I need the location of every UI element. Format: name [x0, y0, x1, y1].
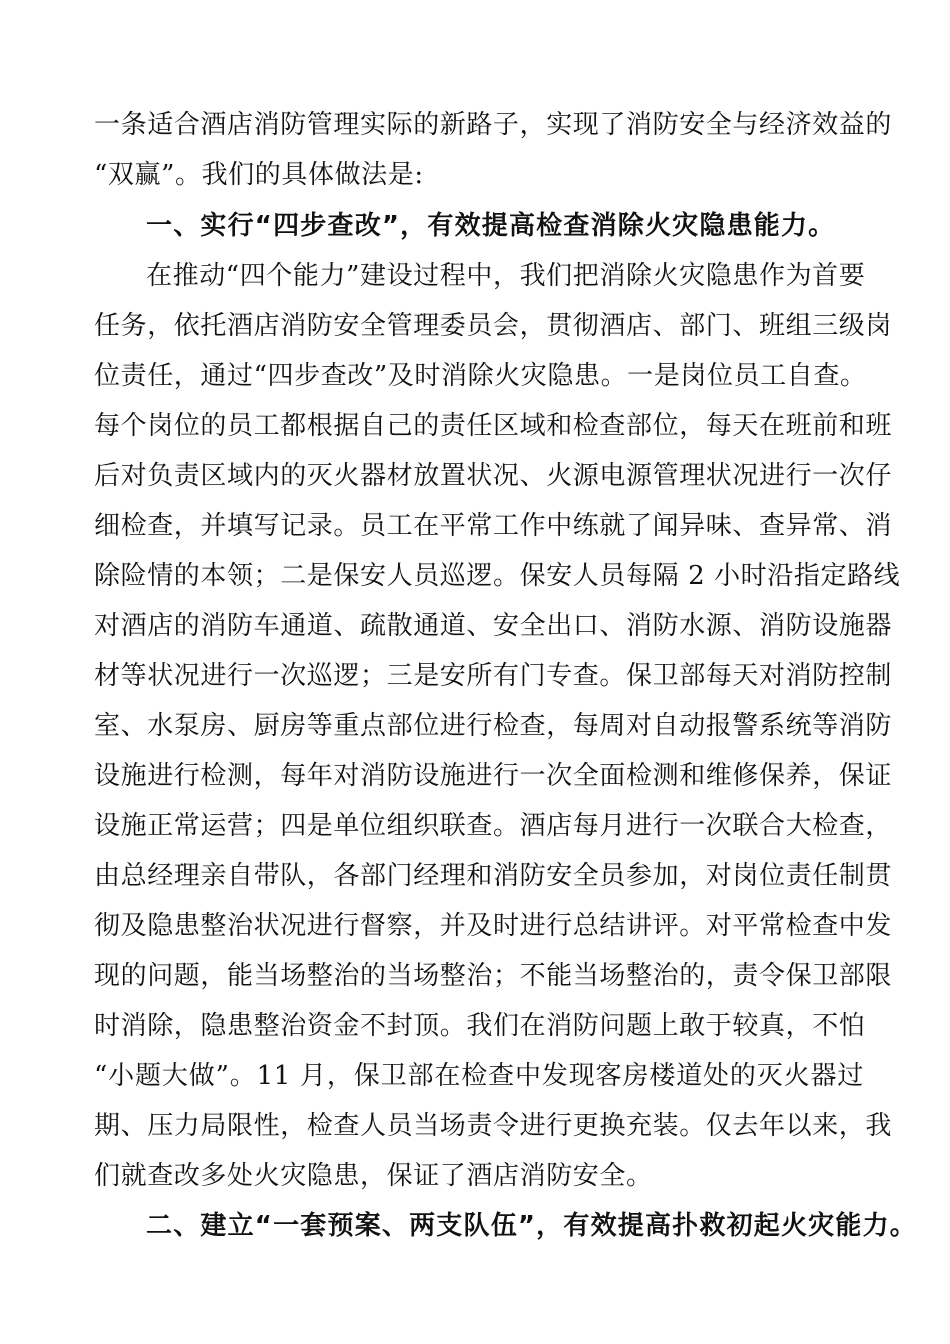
body-line: 现的问题，能当场整治的当场整治；不能当场整治的，责令保卫部限 [94, 961, 893, 991]
body-line: 时消除，隐患整治资金不封顶。我们在消防问题上敢于较真，不怕 [94, 1011, 866, 1041]
section-heading-2: 二、建立“一套预案、两支队伍”，有效提高扑救初起火灾能力。 [146, 1211, 917, 1241]
body-line: 每个岗位的员工都根据自己的责任区域和检查部位，每天在班前和班 [94, 411, 893, 441]
body-line: 除险情的本领；二是保安人员巡逻。保安人员每隔 2 小时沿指定路线 [94, 561, 901, 591]
body-line: “小题大做”。11 月，保卫部在检查中发现客房楼道处的灭火器过 [94, 1061, 864, 1091]
body-line: 期、压力局限性，检查人员当场责令进行更换充装。仅去年以来，我 [94, 1111, 893, 1141]
section-heading-1: 一、实行“四步查改”，有效提高检查消除火灾隐患能力。 [146, 211, 836, 241]
body-line: 设施进行检测，每年对消防设施进行一次全面检测和维修保养，保证 [94, 761, 893, 791]
body-line: 一条适合酒店消防管理实际的新路子，实现了消防安全与经济效益的 [94, 110, 893, 140]
body-line: 对酒店的消防车通道、疏散通道、安全出口、消防水源、消防设施器 [94, 611, 893, 641]
body-line: 彻及隐患整治状况进行督察，并及时进行总结讲评。对平常检查中发 [94, 911, 893, 941]
body-line: 们就查改多处火灾隐患，保证了酒店消防安全。 [94, 1161, 653, 1191]
body-line: 材等状况进行一次巡逻；三是安所有门专查。保卫部每天对消防控制 [94, 661, 893, 691]
body-line: 设施正常运营；四是单位组织联查。酒店每月进行一次联合大检查， [94, 811, 893, 841]
body-line: 由总经理亲自带队，各部门经理和消防安全员参加，对岗位责任制贯 [94, 861, 893, 891]
body-line: 细检查，并填写记录。员工在平常工作中练就了闻异味、查异常、消 [94, 511, 893, 541]
body-line: 任务，依托酒店消防安全管理委员会，贯彻酒店、部门、班组三级岗 [94, 311, 893, 341]
body-line: 位责任，通过“四步查改”及时消除火灾隐患。一是岗位员工自查。 [94, 361, 867, 391]
body-line: “双赢”。我们的具体做法是: [94, 160, 424, 190]
body-line: 后对负责区域内的灭火器材放置状况、火源电源管理状况进行一次仔 [94, 461, 893, 491]
body-line: 室、水泵房、厨房等重点部位进行检查，每周对自动报警系统等消防 [94, 711, 893, 741]
paragraph-first-line: 在推动“四个能力”建设过程中，我们把消除火灾隐患作为首要 [146, 261, 866, 291]
